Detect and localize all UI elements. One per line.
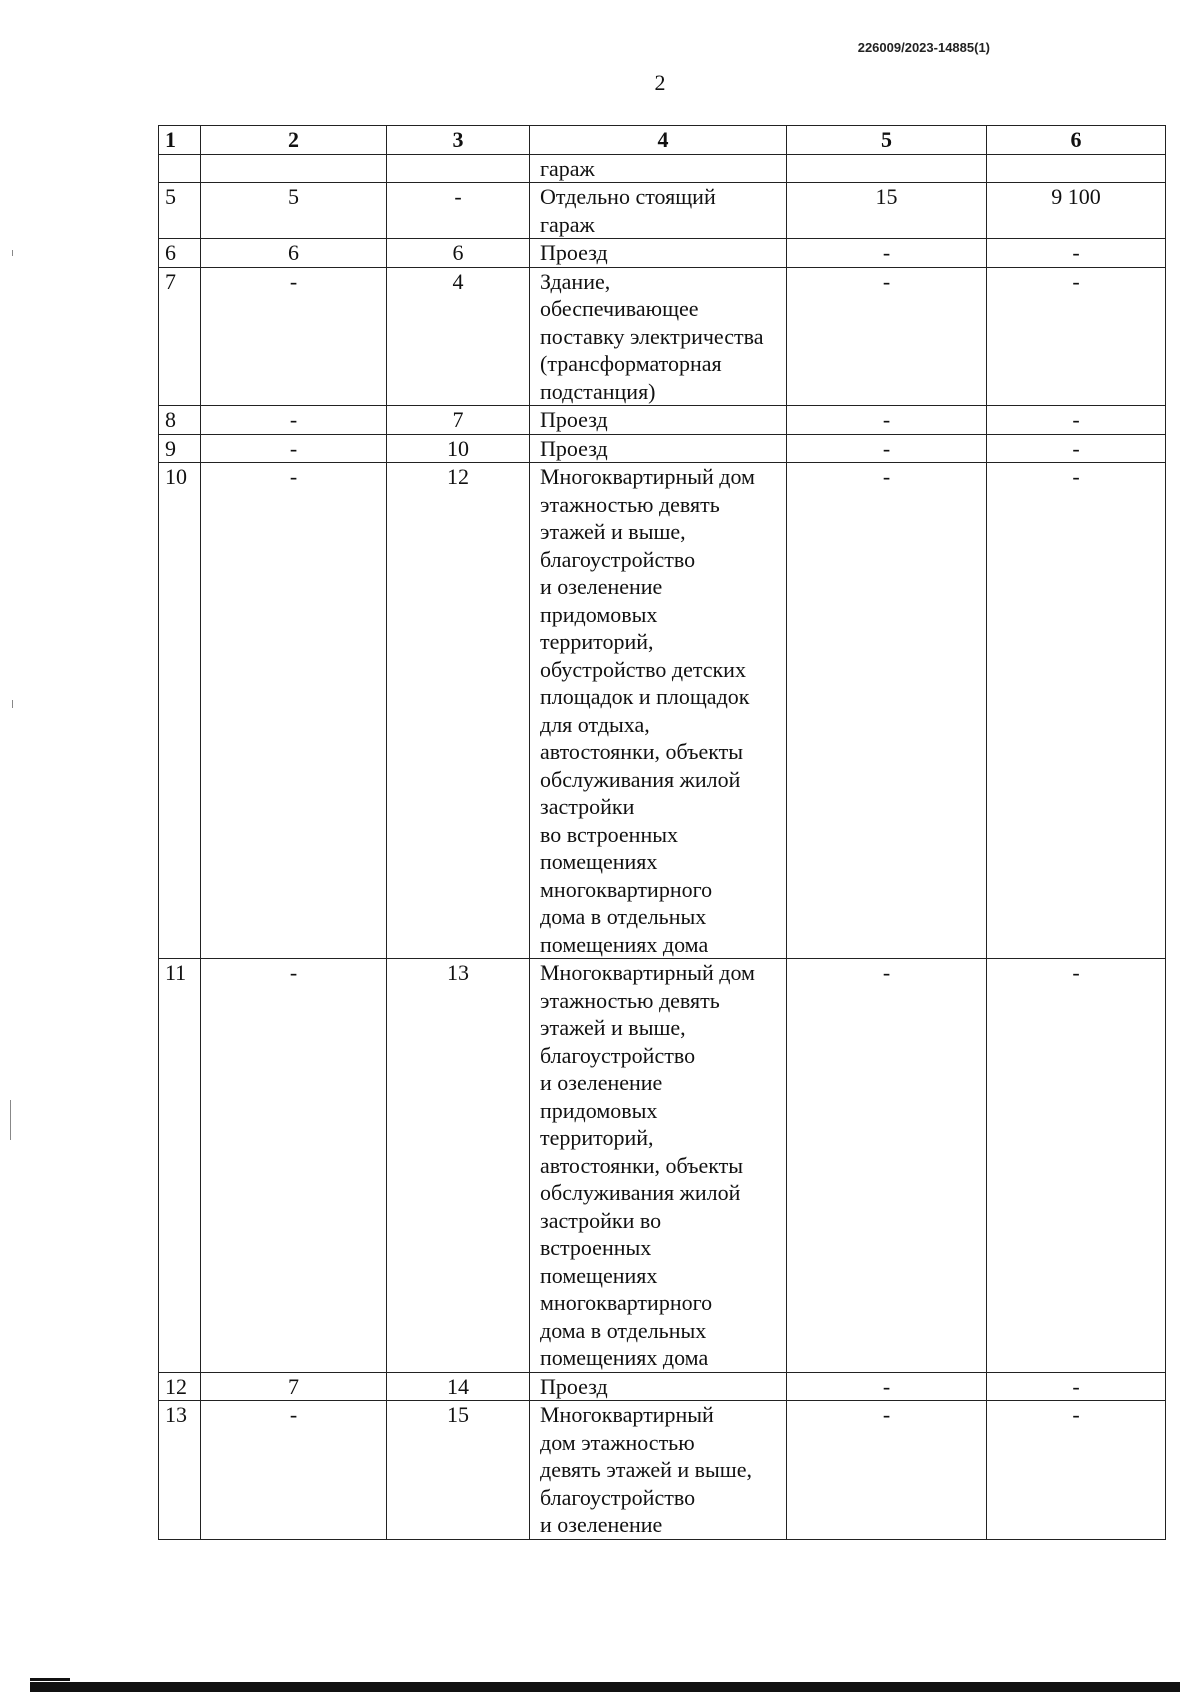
table-cell-col-1: 11: [159, 959, 201, 1373]
table-cell-col-6: -: [987, 959, 1166, 1373]
table-cell-col-5: -: [787, 434, 987, 463]
table-cell-col-5: -: [787, 959, 987, 1373]
table-cell-col-4: Отдельно стоящий гараж: [530, 183, 787, 239]
column-header-6: 6: [987, 126, 1166, 155]
table-cell-col-6: -: [987, 1401, 1166, 1540]
table-cell-col-5: -: [787, 239, 987, 268]
table-cell-col-2: -: [201, 463, 387, 959]
table-cell-col-6: -: [987, 463, 1166, 959]
table-row: [159, 239, 1166, 268]
column-header-3: 3: [387, 126, 530, 155]
table-cell-col-3: 6: [387, 239, 530, 268]
table-cell-col-4: Проезд: [530, 1372, 787, 1401]
table-cell-col-2: -: [201, 1401, 387, 1540]
land-plot-table: [158, 125, 1166, 1540]
table-cell-col-5: -: [787, 406, 987, 435]
scan-footer-bar: [30, 1682, 1180, 1692]
table-cell-col-6: -: [987, 1372, 1166, 1401]
table-row: [159, 183, 1166, 239]
table-cell-col-6: [987, 154, 1166, 183]
table-cell-col-1: 8: [159, 406, 201, 435]
table-row: [159, 1401, 1166, 1540]
table-cell-col-4: Проезд: [530, 434, 787, 463]
table-cell-col-4: Многоквартирный дом этажностью девять этажей и выше, благоустройство и озеленение придомовых территорий, обустройство детских площадок и площадок для отдыха, автостоянки, объекты обслуживания жилой застройки во встроенных помещениях многоквартирного дома в отдельных помещениях дома: [530, 463, 787, 959]
table-cell-col-2: -: [201, 959, 387, 1373]
scan-speck: [10, 1100, 11, 1140]
table-cell-col-6: -: [987, 239, 1166, 268]
column-header-1: 1: [159, 126, 201, 155]
table-row: [159, 154, 1166, 183]
table-cell-col-2: -: [201, 434, 387, 463]
table-cell-col-3: -: [387, 183, 530, 239]
table-cell-col-3: 7: [387, 406, 530, 435]
table-cell-col-6: -: [987, 267, 1166, 406]
table-cell-col-1: 5: [159, 183, 201, 239]
table-row: [159, 406, 1166, 435]
table-cell-col-2: [201, 154, 387, 183]
table-cell-col-5: -: [787, 463, 987, 959]
table-cell-col-5: -: [787, 267, 987, 406]
table-cell-col-1: [159, 154, 201, 183]
table-cell-col-2: -: [201, 406, 387, 435]
column-header-2: 2: [201, 126, 387, 155]
table-cell-col-5: -: [787, 1401, 987, 1540]
table-cell-col-1: 13: [159, 1401, 201, 1540]
table-header-row: [159, 126, 1166, 155]
table-row: [159, 434, 1166, 463]
table-cell-col-3: 13: [387, 959, 530, 1373]
scan-speck: [12, 700, 13, 708]
table-cell-col-6: 9 100: [987, 183, 1166, 239]
table-row: [159, 959, 1166, 1373]
table-cell-col-4: Многоквартирный дом этажностью девять этажей и выше, благоустройство и озеленение: [530, 1401, 787, 1540]
table-cell-col-4: Многоквартирный дом этажностью девять этажей и выше, благоустройство и озеленение придомовых территорий, автостоянки, объекты обслуживания жилой застройки во встроенных помещениях многоквартирного дома в отдельных помещениях дома: [530, 959, 787, 1373]
table-cell-col-1: 7: [159, 267, 201, 406]
table-cell-col-6: -: [987, 434, 1166, 463]
table-row: [159, 1372, 1166, 1401]
table-cell-col-6: -: [987, 406, 1166, 435]
table-cell-col-3: 10: [387, 434, 530, 463]
table-cell-col-1: 10: [159, 463, 201, 959]
table-cell-col-4: Проезд: [530, 406, 787, 435]
table-cell-col-4: Здание, обеспечивающее поставку электричества (трансформаторная подстанция): [530, 267, 787, 406]
table-cell-col-4: гараж: [530, 154, 787, 183]
column-header-4: 4: [530, 126, 787, 155]
table-cell-col-5: 15: [787, 183, 987, 239]
table-cell-col-4: Проезд: [530, 239, 787, 268]
table-cell-col-2: 6: [201, 239, 387, 268]
column-header-5: 5: [787, 126, 987, 155]
table-cell-col-3: 12: [387, 463, 530, 959]
page-number: 2: [654, 70, 666, 95]
table-cell-col-3: [387, 154, 530, 183]
table-cell-col-1: 6: [159, 239, 201, 268]
table-cell-col-1: 9: [159, 434, 201, 463]
table-cell-col-2: -: [201, 267, 387, 406]
table-row: [159, 463, 1166, 959]
table-cell-col-1: 12: [159, 1372, 201, 1401]
table-row: [159, 267, 1166, 406]
document-registration-number: 226009/2023-14885(1): [857, 40, 990, 55]
table-cell-col-5: -: [787, 1372, 987, 1401]
table-cell-col-3: 15: [387, 1401, 530, 1540]
table-cell-col-3: 4: [387, 267, 530, 406]
table-cell-col-2: 7: [201, 1372, 387, 1401]
scan-speck: [12, 250, 13, 256]
table-cell-col-3: 14: [387, 1372, 530, 1401]
table-cell-col-2: 5: [201, 183, 387, 239]
table-cell-col-5: [787, 154, 987, 183]
